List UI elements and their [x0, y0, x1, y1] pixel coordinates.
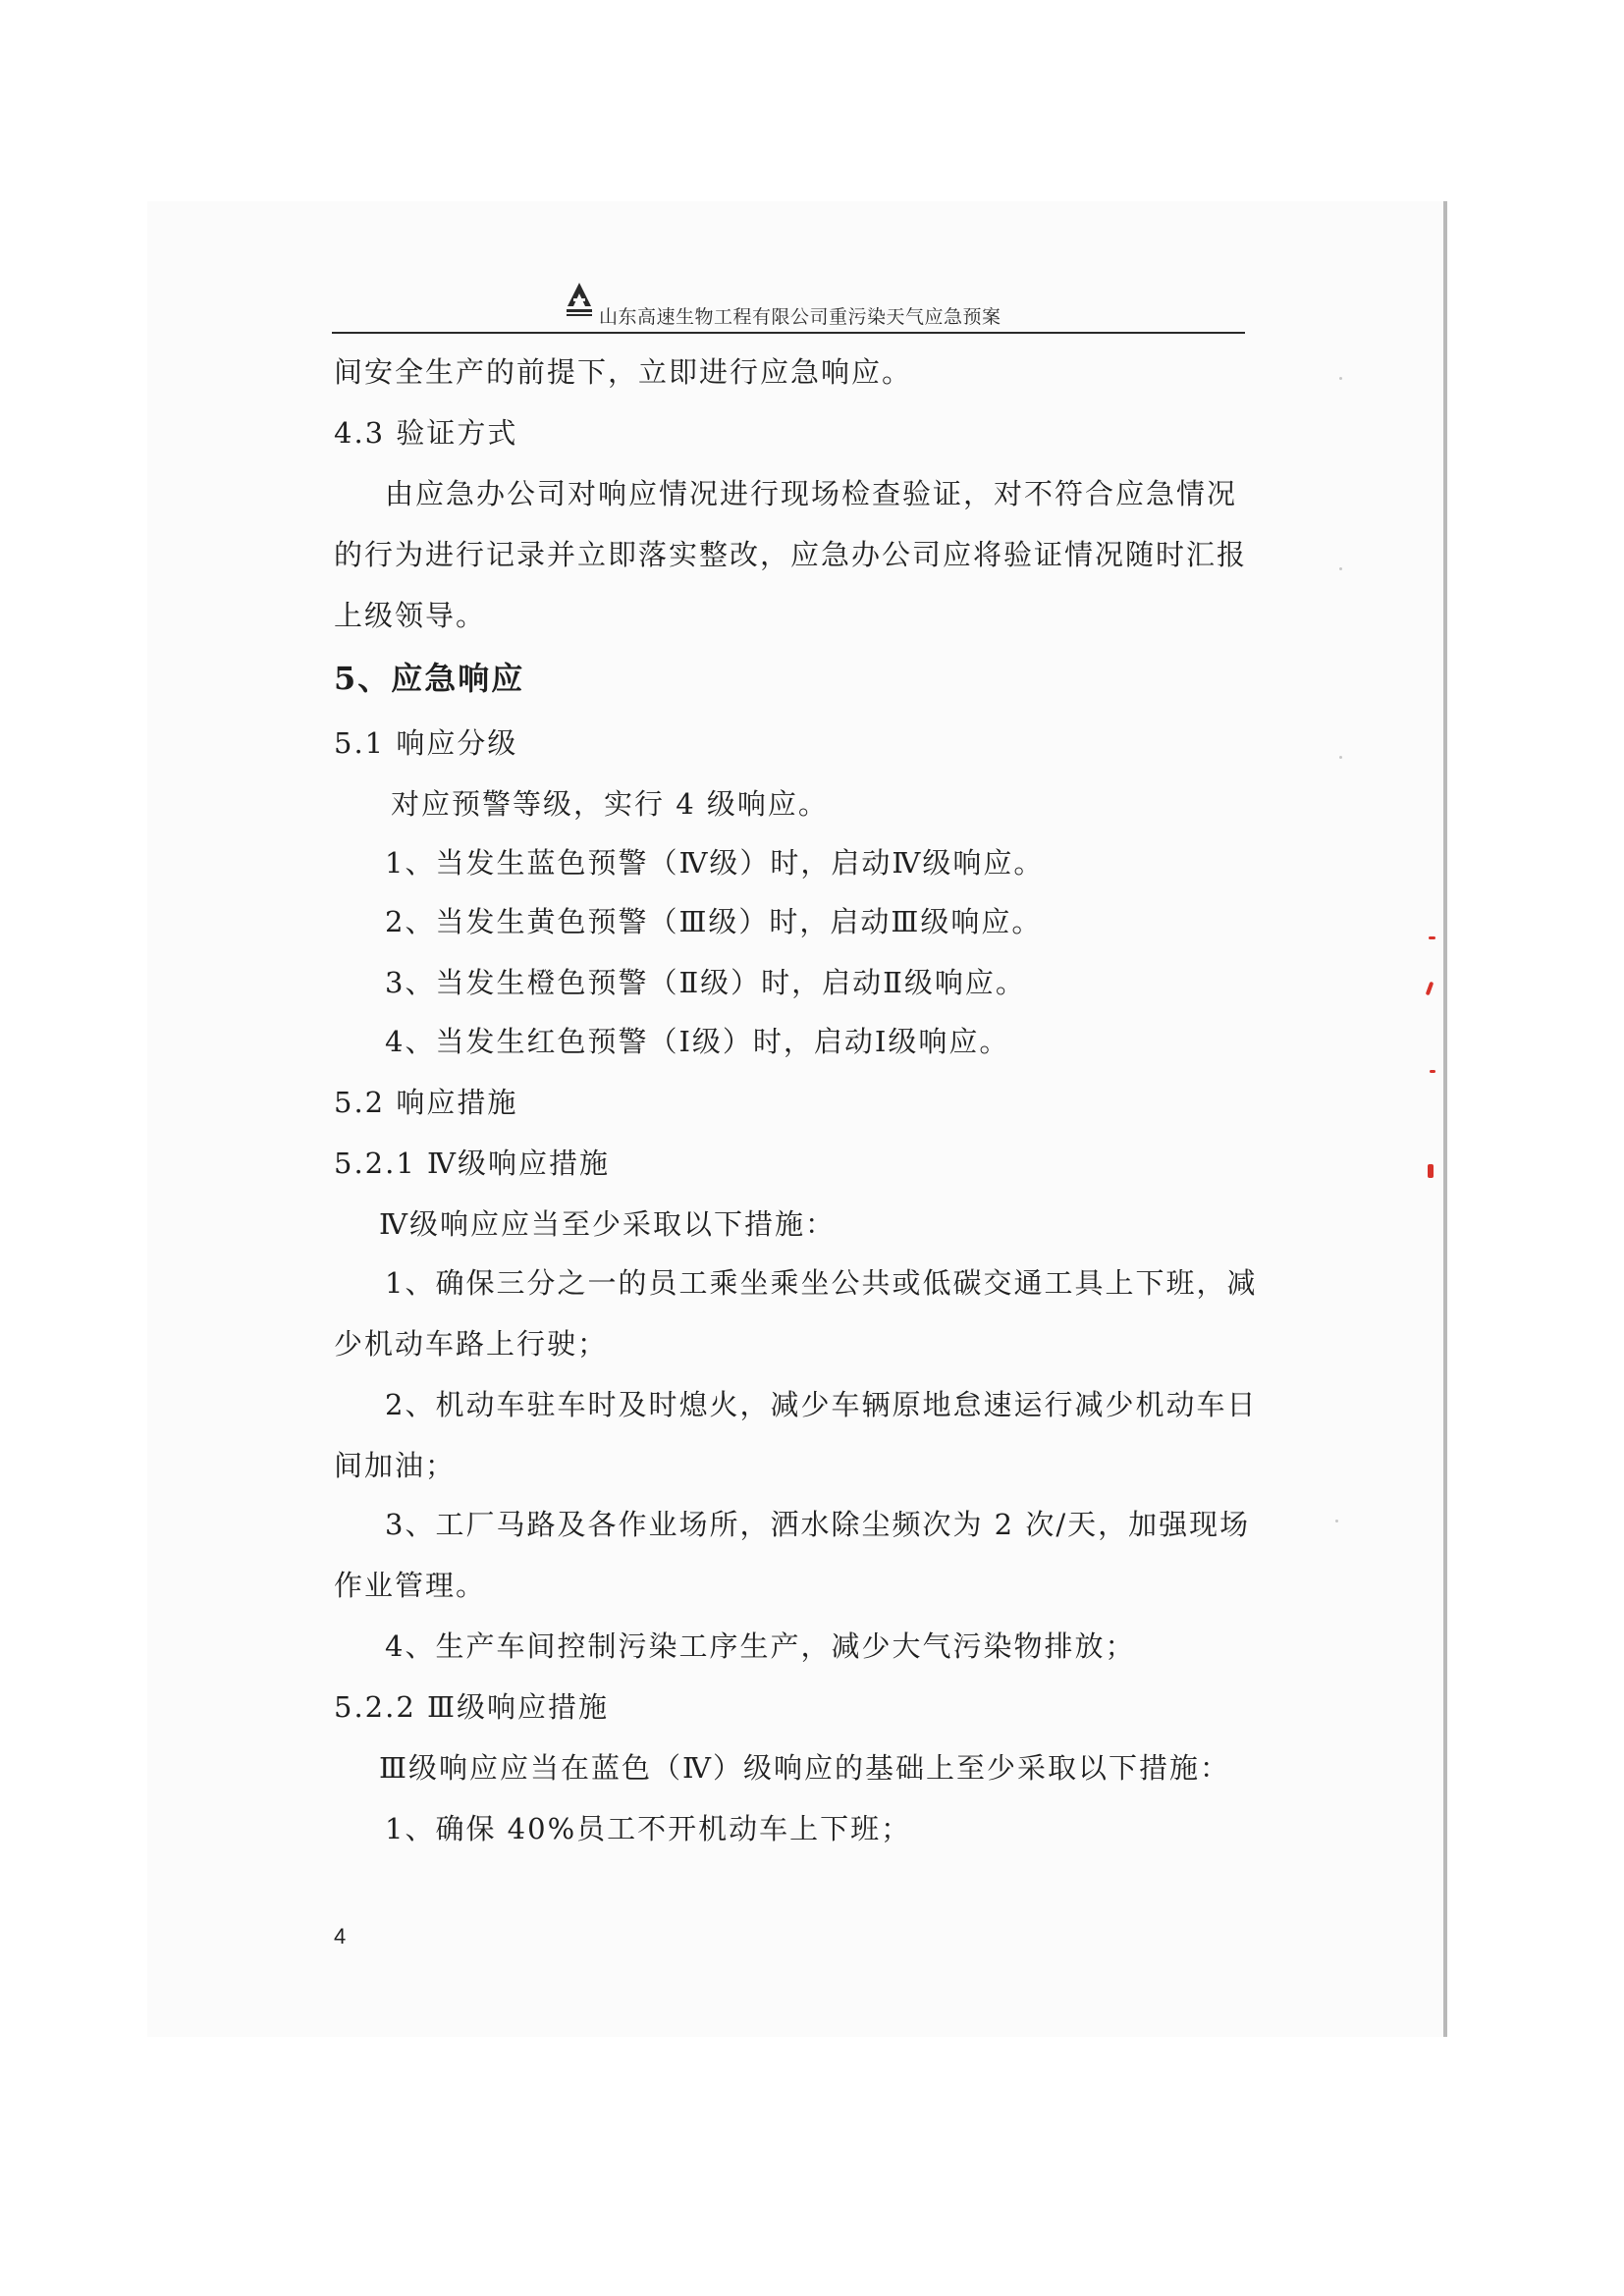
body-line: Ⅲ级响应应当在蓝色（Ⅳ）级响应的基础上至少采取以下措施： — [379, 1751, 1230, 1785]
section-heading-5-1: 5.1 响应分级 — [334, 726, 518, 760]
list-item: 3、工厂马路及各作业场所，洒水除尘频次为 2 次/天，加强现场 — [385, 1508, 1251, 1541]
scan-speck — [1339, 756, 1342, 759]
body-line: 对应预警等级，实行 4 级响应。 — [391, 787, 829, 821]
section-heading-5-2: 5.2 响应措施 — [334, 1086, 518, 1119]
list-item: 1、确保三分之一的员工乘坐乘坐公共或低碳交通工具上下班，减 — [385, 1266, 1258, 1300]
scan-speck — [1339, 567, 1342, 570]
body-line: 少机动车路上行驶； — [334, 1327, 609, 1361]
scan-speck — [1339, 377, 1342, 380]
list-item: 1、确保 40%员工不开机动车上下班； — [385, 1812, 912, 1845]
section-heading-4-3: 4.3 验证方式 — [334, 416, 518, 450]
page-edge-shadow — [1443, 201, 1447, 2037]
body-line: 作业管理。 — [334, 1569, 487, 1602]
body-line: 间加油； — [334, 1449, 457, 1482]
body-line: 间安全生产的前提下，立即进行应急响应。 — [334, 355, 913, 389]
red-seal-fragment — [1430, 1070, 1435, 1073]
list-item: 2、机动车驻车时及时熄火，减少车辆原地怠速运行减少机动车日 — [385, 1388, 1258, 1421]
scan-speck — [1335, 1520, 1338, 1522]
red-seal-fragment — [1429, 936, 1435, 939]
list-item: 1、当发生蓝色预警（Ⅳ级）时，启动Ⅳ级响应。 — [385, 846, 1045, 880]
page-number: 4 — [334, 1924, 347, 1949]
list-item: 4、当发生红色预警（Ⅰ级）时，启动Ⅰ级响应。 — [385, 1025, 1010, 1058]
chapter-heading-5: 5、应急响应 — [334, 660, 525, 697]
company-logo-icon — [565, 281, 594, 318]
list-item: 4、生产车间控制污染工序生产，减少大气污染物排放； — [385, 1629, 1136, 1663]
page-header — [332, 277, 1245, 334]
body-line: 上级领导。 — [334, 599, 487, 632]
list-item: 3、当发生橙色预警（Ⅱ级）时，启动Ⅱ级响应。 — [385, 966, 1026, 999]
header-title: 山东高速生物工程有限公司重污染天气应急预案 — [599, 306, 1001, 328]
section-heading-5-2-2: 5.2.2 Ⅲ级响应措施 — [334, 1690, 609, 1724]
section-heading-5-2-1: 5.2.1 Ⅳ级响应措施 — [334, 1147, 610, 1180]
body-line: Ⅳ级响应应当至少采取以下措施： — [379, 1207, 836, 1241]
list-item: 2、当发生黄色预警（Ⅲ级）时，启动Ⅲ级响应。 — [385, 905, 1043, 938]
body-line: 由应急办公司对响应情况进行现场检查验证，对不符合应急情况 — [385, 477, 1238, 510]
red-seal-fragment — [1428, 1164, 1434, 1178]
body-line: 的行为进行记录并立即落实整改，应急办公司应将验证情况随时汇报 — [334, 538, 1248, 571]
